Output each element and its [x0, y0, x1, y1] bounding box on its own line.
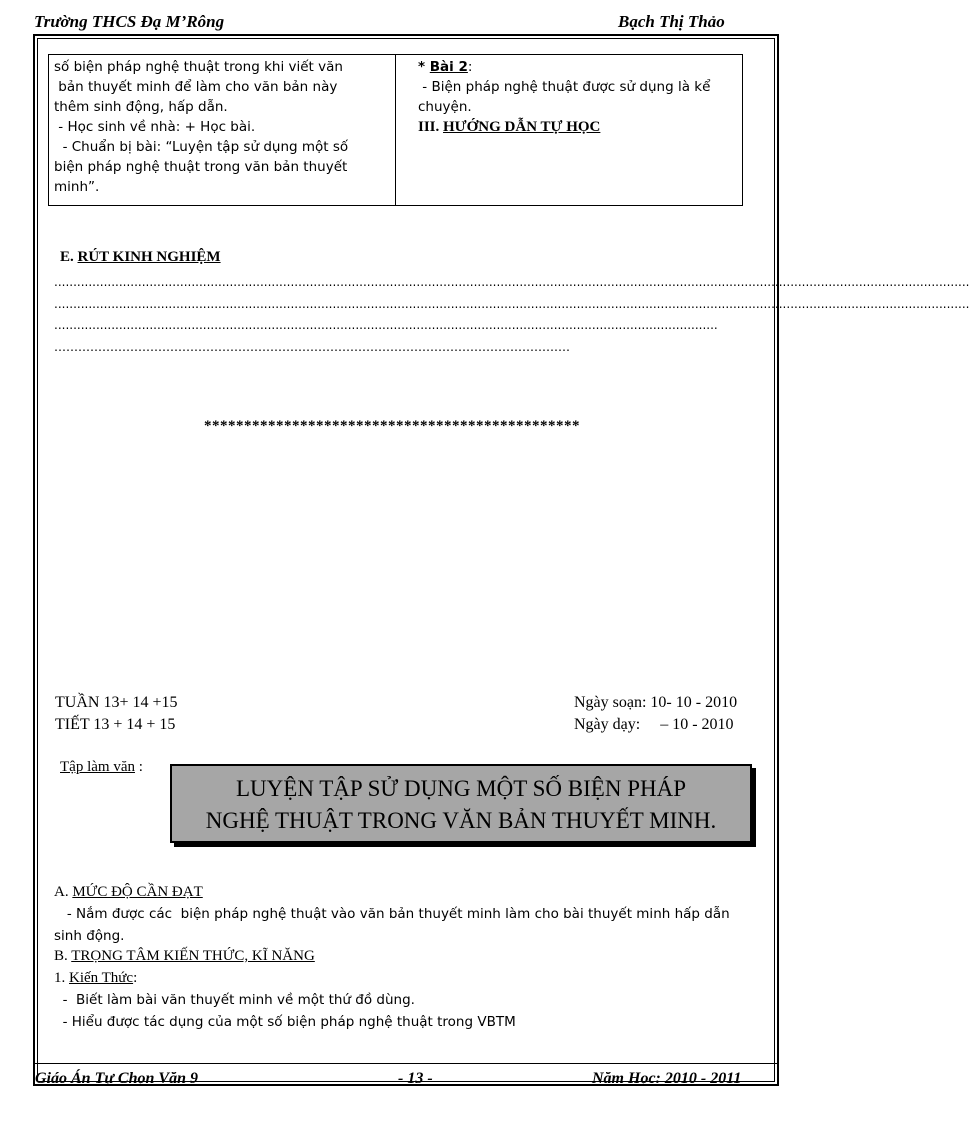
footer-right: Năm Học: 2010 - 2011	[592, 1070, 742, 1087]
kien-thuc-item: - Biết làm bài văn thuyết minh về một thứ đồ dùng.	[54, 992, 415, 1008]
bai2-answer-cont: chuyện.	[418, 99, 472, 115]
bai2-star: *	[418, 59, 430, 75]
table-left-line: - Học sinh về nhà: + Học bài.	[54, 119, 256, 135]
footer-rule	[33, 1063, 779, 1064]
lesson-title-line2: NGHỆ THUẬT TRONG VĂN BẢN THUYẾT MINH.	[205, 808, 717, 833]
section-a-heading	[54, 884, 203, 901]
lesson-title-line1: LUYỆN TẬP SỬ DỤNG MỘT SỐ BIỆN PHÁP	[236, 776, 686, 801]
lesson-title-box	[170, 764, 752, 843]
table-left-line: biện pháp nghệ thuật trong văn bản thuyết	[54, 159, 348, 175]
table-left-line: minh”.	[54, 179, 100, 195]
table-left-line: - Chuẩn bị bài: “Luyện tập sử dụng một số	[54, 139, 349, 155]
section-a-line2: sinh động.	[54, 928, 125, 944]
table-left-line: bản thuyết minh để làm cho văn bản này	[54, 79, 338, 95]
bai2-heading	[418, 57, 740, 77]
dotted-line: ................................................................................................................................................................................................................................................	[54, 275, 969, 289]
section-b-title: TRỌNG TÂM KIẾN THỨC, KĨ NĂNG	[71, 948, 315, 964]
tuan-label: TUẦN 13+ 14 +15	[55, 694, 178, 711]
section-e-prefix: E.	[60, 249, 78, 265]
table-left-line: số biện pháp nghệ thuật trong khi viết văn	[54, 59, 343, 75]
subsection-1-prefix: 1.	[54, 970, 69, 986]
header-school: Trường THCS Đạ M’Rông	[34, 12, 225, 31]
section-a-title: MỨC ĐỘ CẦN ĐẠT	[72, 884, 203, 900]
bai2-label: Bài 2	[429, 59, 468, 75]
subsection-1-colon: :	[133, 970, 138, 986]
ngay-day: Ngày dạy: – 10 - 2010	[574, 716, 734, 733]
table-divider	[395, 54, 396, 206]
table-right-cell	[418, 57, 740, 137]
subsection-1-title: Kiến Thức	[69, 970, 134, 986]
subsection-1-heading	[54, 970, 137, 987]
footer-left: Giáo Án Tự Chọn Văn 9	[35, 1070, 198, 1087]
bai2-colon: :	[467, 59, 473, 75]
section-b-prefix: B.	[54, 948, 72, 964]
section-b-heading	[54, 948, 315, 965]
section-a-prefix: A.	[54, 884, 73, 900]
tiet-label: TIẾT 13 + 14 + 15	[55, 716, 176, 733]
ngay-soan: Ngày soạn: 10- 10 - 2010	[574, 694, 738, 711]
lesson-type-label: Tập làm văn	[60, 759, 135, 775]
kien-thuc-item: - Hiểu được tác dụng của một số biện pháp nghệ thuật trong VBTM	[54, 1014, 516, 1030]
section-iii-num: III.	[418, 119, 444, 135]
lesson-type	[60, 759, 143, 776]
dotted-line: …………………………………………………………………………………………………………………	[54, 340, 570, 354]
table-left-line: thêm sinh động, hấp dẫn.	[54, 99, 228, 115]
lesson-type-colon: :	[134, 759, 143, 775]
section-iii-title: HƯỚNG DẪN TỰ HỌC	[443, 119, 601, 135]
dotted-line: ..............................................................................................................................................................................	[54, 318, 718, 332]
section-a-line1: - Nắm được các biện pháp nghệ thuật vào văn bản thuyết minh làm cho bài thuyết minh hấp dẫn	[54, 906, 730, 922]
dotted-line: ................................................................................................................................................................................................................................................	[54, 297, 969, 311]
section-e-heading	[60, 249, 221, 266]
section-e-title: RÚT KINH NGHIỆM	[77, 249, 221, 265]
star-separator: ***********************************************	[204, 418, 580, 434]
page-number: - 13 -	[398, 1070, 433, 1087]
table-left-cell	[54, 57, 390, 197]
bai2-answer: - Biện pháp nghệ thuật được sử dụng là kể	[418, 79, 711, 95]
header-author: Bạch Thị Thảo	[618, 12, 725, 31]
section-iii-heading	[418, 117, 740, 137]
